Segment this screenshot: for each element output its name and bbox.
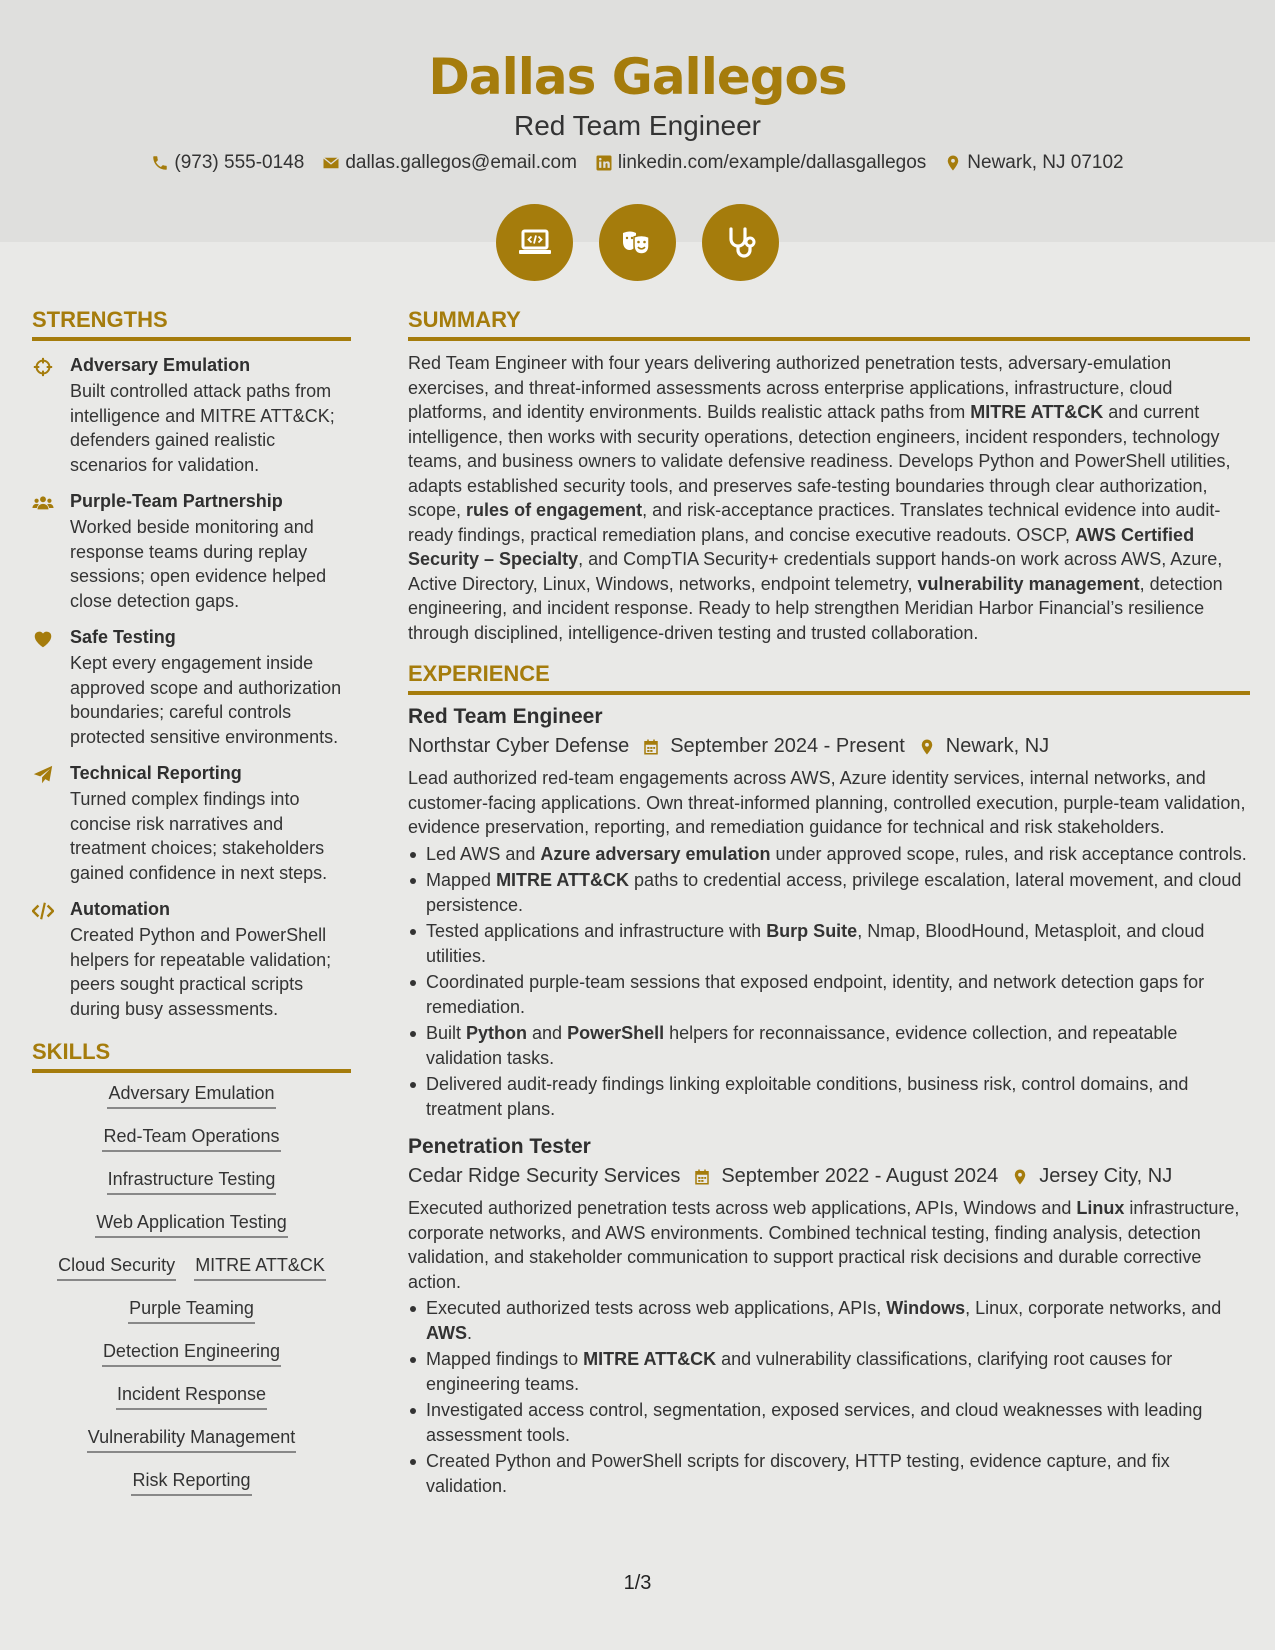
job-location: Newark, NJ <box>945 735 1050 757</box>
job-dates: September 2024 - Present <box>670 735 905 757</box>
right-column <box>408 307 1250 1508</box>
code-icon <box>32 899 54 1021</box>
laptop-code-icon <box>515 223 555 263</box>
strength-title: Automation <box>70 899 170 919</box>
job-description: Lead authorized red-team engagements across AWS, Azure identity services, internal networks, and customer-facing applications. Own threat-informed planning, controlled execution, purple-team validation, evidence preservation, reporting, and remediation guidance for technical and risk stakeholders. <box>408 768 1246 837</box>
skill-tag: Incident Response <box>116 1384 267 1410</box>
job-description: Executed authorized penetration tests across web applications, APIs, Windows and Linux infrastructure, corporate networks, and AWS environments. Combined technical testing, finding analysis, detection validation, and stakeholder communication to support practical risk decisions and durable corrective action. <box>408 1198 1240 1292</box>
skills-list <box>32 1083 351 1496</box>
skills-row <box>87 1427 296 1453</box>
job-dates: September 2022 - August 2024 <box>721 1165 999 1187</box>
job-bullet: Investigated access control, segmentation, exposed services, and cloud weaknesses with leading assessment tools. <box>408 1398 1250 1447</box>
strength-item <box>32 899 351 1021</box>
strength-item <box>32 627 351 749</box>
skill-tag: Purple Teaming <box>128 1298 255 1324</box>
skill-tag: Vulnerability Management <box>87 1427 296 1453</box>
strength-description: Turned complex findings into concise risk narratives and treatment choices; stakeholders gained confidence in next steps. <box>70 789 328 883</box>
contact-location <box>944 152 1123 174</box>
skills-row <box>131 1470 251 1496</box>
skills-row <box>107 1169 277 1195</box>
theater-masks-icon <box>618 223 658 263</box>
interest-badges <box>0 204 1275 281</box>
job-bullet: Tested applications and infrastructure with Burp Suite, Nmap, BloodHound, Metasploit, and cloud utilities. <box>408 919 1250 968</box>
strengths-heading: STRENGTHS <box>32 307 351 341</box>
strength-title: Purple-Team Partnership <box>70 491 283 511</box>
skill-tag: Red-Team Operations <box>102 1126 280 1152</box>
skills-row <box>95 1212 287 1238</box>
calendar-icon <box>642 738 660 756</box>
contact-bar <box>0 152 1275 174</box>
skill-tag: MITRE ATT&CK <box>194 1255 326 1281</box>
strength-description: Worked beside monitoring and response teams during replay sessions; open evidence helped close detection gaps. <box>70 517 327 611</box>
page-number: 1/3 <box>623 1572 652 1594</box>
skill-tag: Web Application Testing <box>95 1212 287 1238</box>
job-bullet: Created Python and PowerShell scripts for discovery, HTTP testing, evidence capture, and fix validation. <box>408 1449 1250 1498</box>
strength-item <box>32 491 351 613</box>
strength-description: Kept every engagement inside approved scope and authorization boundaries; careful controls protected sensitive environments. <box>70 653 342 747</box>
contact-linkedin[interactable] <box>595 152 926 174</box>
skill-tag: Adversary Emulation <box>107 1083 275 1109</box>
job-bullet: Executed authorized tests across web applications, APIs, Windows, Linux, corporate networks, and AWS. <box>408 1296 1250 1345</box>
candidate-name: Dallas Gallegos <box>428 48 847 106</box>
skill-tag: Infrastructure Testing <box>107 1169 277 1195</box>
experience-heading: EXPERIENCE <box>408 661 1250 695</box>
map-pin-icon <box>918 738 936 756</box>
crosshairs-icon <box>32 355 54 477</box>
strength-item <box>32 763 351 885</box>
job-bullet: Coordinated purple-team sessions that exposed endpoint, identity, and network detection gaps for remediation. <box>408 970 1250 1019</box>
job-bullet: Mapped MITRE ATT&CK paths to credential access, privilege escalation, lateral movement, and cloud persistence. <box>408 868 1250 917</box>
phone-text: (973) 555-0148 <box>174 152 305 173</box>
skills-row <box>116 1384 267 1410</box>
skill-tag: Detection Engineering <box>102 1341 281 1367</box>
badge-laptop <box>496 204 573 281</box>
job-title: Red Team Engineer <box>408 705 603 728</box>
map-pin-icon <box>1011 1168 1029 1186</box>
strength-title: Technical Reporting <box>70 763 242 783</box>
skills-row <box>57 1255 326 1281</box>
left-column <box>32 307 351 1496</box>
job-bullet: Mapped findings to MITRE ATT&CK and vulnerability classifications, clarifying root causes for engineering teams. <box>408 1347 1250 1396</box>
skills-row <box>102 1341 281 1367</box>
contact-phone[interactable] <box>151 152 304 174</box>
job-bullets <box>408 1296 1250 1498</box>
candidate-title: Red Team Engineer <box>514 110 761 141</box>
job-bullet: Built Python and PowerShell helpers for reconnaissance, evidence collection, and repeatable validation tasks. <box>408 1021 1250 1070</box>
phone-icon <box>151 154 169 172</box>
email-text: dallas.gallegos@email.com <box>345 152 577 173</box>
envelope-icon <box>322 154 340 172</box>
experience-list <box>408 705 1250 1498</box>
map-pin-icon <box>944 154 962 172</box>
paper-plane-icon <box>32 763 54 885</box>
job-meta <box>408 1165 1250 1188</box>
users-icon <box>32 491 54 613</box>
contact-email[interactable] <box>322 152 577 174</box>
strength-title: Safe Testing <box>70 627 176 647</box>
summary-text: Red Team Engineer with four years delivering authorized penetration tests, adversary-emulation exercises, and threat-informed assessments across enterprise applications, infrastructure, cloud platforms, and identity environments. Builds realistic attack paths from MITRE ATT&CK and current intelligence, then works with security operations, detection engineers, incident responders, technology teams, and business owners to validate defensive readiness. Develops Python and PowerShell utilities, adapts established security tools, and preserves safe-testing boundaries through clear authorization, scope, rules of engagement, and risk-acceptance practices. Translates technical evidence into audit-ready findings, practical remediation plans, and concise executive readouts. OSCP, AWS Certified Security – Specialty, and CompTIA Security+ credentials support hands-on work across AWS, Azure, Active Directory, Linux, Windows, networks, endpoint telemetry, vulnerability management, detection engineering, and incident response. Ready to help strengthen Meridian Harbor Financial’s resilience through disciplined, intelligence-driven testing and trusted collaboration. <box>408 353 1231 643</box>
strength-description: Built controlled attack paths from intelligence and MITRE ATT&CK; defenders gained realistic scenarios for validation. <box>70 381 335 475</box>
stethoscope-icon <box>721 223 761 263</box>
skills-row <box>128 1298 255 1324</box>
skills-heading: SKILLS <box>32 1039 351 1073</box>
strength-item <box>32 355 351 477</box>
skill-tag: Risk Reporting <box>131 1470 251 1496</box>
job-meta <box>408 735 1250 758</box>
linkedin-text: linkedin.com/example/dallasgallegos <box>617 152 927 173</box>
job-entry <box>408 705 1250 1121</box>
strength-description: Created Python and PowerShell helpers for repeatable validation; peers sought practical scripts during busy assessments. <box>70 925 332 1019</box>
skills-row <box>102 1126 280 1152</box>
skill-tag: Cloud Security <box>57 1255 176 1281</box>
calendar-icon <box>693 1168 711 1186</box>
strengths-list <box>32 355 351 1021</box>
linkedin-icon <box>595 154 613 172</box>
job-location: Jersey City, NJ <box>1039 1165 1173 1187</box>
badge-stethoscope <box>702 204 779 281</box>
job-company: Cedar Ridge Security Services <box>408 1165 681 1187</box>
job-bullet: Led AWS and Azure adversary emulation under approved scope, rules, and risk acceptance controls. <box>408 842 1250 867</box>
heart-icon <box>32 627 54 749</box>
strength-title: Adversary Emulation <box>70 355 251 375</box>
job-entry <box>408 1135 1250 1498</box>
location-text: Newark, NJ 07102 <box>967 152 1124 173</box>
summary-heading: SUMMARY <box>408 307 1250 341</box>
job-title: Penetration Tester <box>408 1135 591 1158</box>
job-bullets <box>408 842 1250 1122</box>
job-bullet: Delivered audit-ready findings linking exploitable conditions, business risk, control domains, and treatment plans. <box>408 1072 1250 1121</box>
skills-row <box>107 1083 275 1109</box>
job-company: Northstar Cyber Defense <box>408 735 630 757</box>
badge-masks <box>599 204 676 281</box>
